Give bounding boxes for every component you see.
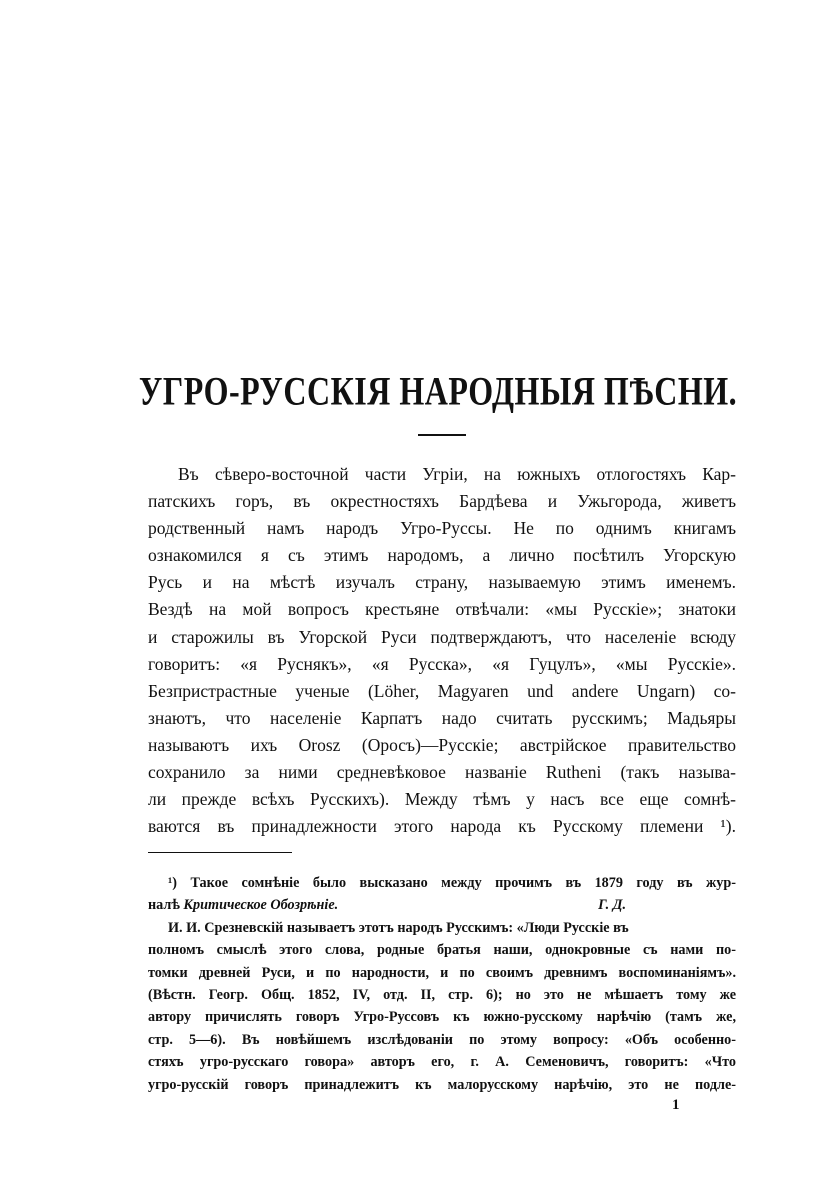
text-line: знаютъ, что населеніе Карпатъ надо считать русскимъ; Мадьяры [148,707,736,728]
page-number: 1 [672,1097,680,1113]
main-text [148,461,736,840]
text-line: Русь и на мѣстѣ изучалъ страну, называемую этимъ именемъ. [148,572,736,593]
text-line: Безпристрастные ученые (Löher, Magyaren und andere Ungarn) со- [148,680,736,701]
footnote-line: томки древней Руси, и по народности, и по своимъ древнимъ воспоминаніямъ». [148,964,736,981]
text-line: ознакомился я съ этимъ народомъ, а лично посѣтилъ Угорскую [148,545,736,566]
text-line: ли прежде всѣхъ Русскихъ). Между тѣмъ у насъ все еще сомнѣ- [148,789,736,810]
text-line: ваются въ принадлежности этого народа къ Русскому племени ¹). [148,816,736,837]
text-line: и старожилы въ Угорской Руси подтверждаютъ, что населеніе всюду [148,626,736,647]
footnote-line: (Вѣстн. Геогр. Общ. 1852, IV, отд. II, стр. 6); но это не мѣшаетъ тому же [148,986,736,1003]
footnote-line: полномъ смыслѣ этого слова, родные братья наши, однокровные съ нами по- [148,942,736,959]
footnote-line: угро-русскій говоръ принадлежитъ къ малорусскому нарѣчію, это не подле- [148,1076,736,1093]
footnote-line: стр. 5—6). Въ новѣйшемъ изслѣдованіи по этому вопросу: «Объ особенно- [148,1031,736,1048]
title-divider [418,434,466,436]
footnote-line: И. И. Срезневскій называетъ этотъ народъ Русскимъ: «Люди Русскіе въ [168,919,629,936]
text-line: Въ сѣверо-восточной части Угріи, на южныхъ отлогостяхъ Кар- [178,464,736,484]
footnote-line: стяхъ угро-русскаго говора» авторъ его, г. А. Семеновичъ, говоритъ: «Что [148,1054,736,1071]
footnotes [148,872,736,1096]
footnote-text: налѣ [148,897,184,914]
footnote-signature: Г. Д. [598,897,626,914]
text-line: родственный намъ народъ Угро-Руссы. Не по однимъ книгамъ [148,518,736,539]
footnote-line [148,894,736,916]
text-line: называютъ ихъ Orosz (Оросъ)—Русскіе; австрійское правительство [148,734,736,755]
page-title: УГРО-РУССКІЯ НАРОДНЫЯ ПѢСНИ. [138,368,738,413]
text-line: говоритъ: «я Руснякъ», «я Русска», «я Гуцулъ», «мы Русскіе». [148,653,736,674]
text-line: сохранило за ними средневѣковое названіе Rutheni (такъ называ- [148,762,736,783]
journal-title: Критическое Обозрѣніе. [183,897,339,914]
text-line: патскихъ горъ, въ окрестностяхъ Бардѣева и Ужьгорода, живетъ [148,491,736,512]
footnote-line: автору причислять говоръ Угро-Руссовъ къ южно-русскому нарѣчію (тамъ же, [148,1009,736,1026]
footnote-line: ¹) Такое сомнѣніе было высказано между прочимъ въ 1879 году въ жур- [168,875,736,891]
text-line: Вездѣ на мой вопросъ крестьяне отвѣчали: «мы Русскіе»; знатоки [148,599,736,620]
footnote-divider [148,852,292,853]
